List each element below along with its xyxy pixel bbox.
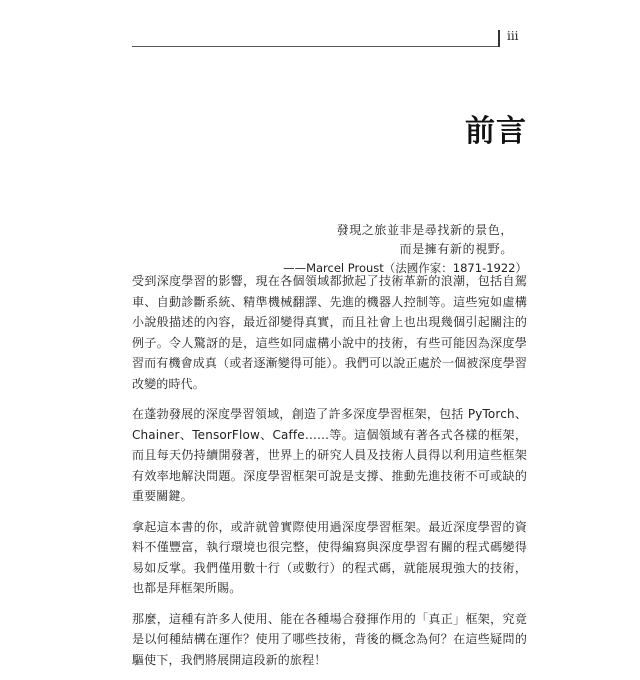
header-divider-bar xyxy=(498,30,500,47)
epigraph-line-2: 而是擁有新的視野。 xyxy=(399,242,513,256)
paragraph-1: 受到深度學習的影響，現在各個領域都掀起了技術革新的浪潮，包括自駕車、自動診斷系統、精準機械翻譯、先進的機器人控制等。這些宛如虛構小說般描述的內容，最近卻變得真實，而且社會上也出現幾個引起關注的例子。令人驚訝的是，這些如同虛構小說中的技術，有些可能因為深度學習而有機會成真（或者逐漸變得可能）。我們可以說正處於一個被深度學習改變的時代。 xyxy=(132,274,527,391)
epigraph-line-1: 發現之旅並非是尋找新的景色， xyxy=(336,223,513,237)
epigraph-attribution: ——Marcel Proust（法國作家：1871-1922） xyxy=(283,261,527,275)
paragraph-2: 在蓬勃發展的深度學習領域，創造了許多深度學習框架，包括 PyTorch、Chainer、TensorFlow、Caffe……等。這個領域有著各式各樣的框架，而且每天仍持續開發著，世界上的研究人員及技術人員得以利用這些框架有效率地解決問題。深度學習框架可說是支撐、推動先進技術不可或缺的重要關鍵。 xyxy=(132,407,527,503)
epigraph xyxy=(227,221,527,278)
page-number: iii xyxy=(507,29,519,43)
chapter-title: 前言 xyxy=(465,114,527,149)
header-rule xyxy=(132,46,498,47)
body-text xyxy=(132,271,527,680)
paragraph-4: 那麼，這種有許多人使用、能在各種場合發揮作用的「真正」框架，究竟是以何種結構在運作？使用了哪些技術，背後的概念為何？在這些疑問的驅使下，我們將展開這段新的旅程！ xyxy=(132,611,527,667)
paragraph-3: 拿起這本書的你，或許就曾實際使用過深度學習框架。最近深度學習的資料不僅豐富，執行環境也很完整，使得編寫與深度學習有關的程式碼變得易如反掌。我們僅用數十行（或數行）的程式碼，就能展現強大的技術，也都是拜框架所賜。 xyxy=(132,519,527,595)
